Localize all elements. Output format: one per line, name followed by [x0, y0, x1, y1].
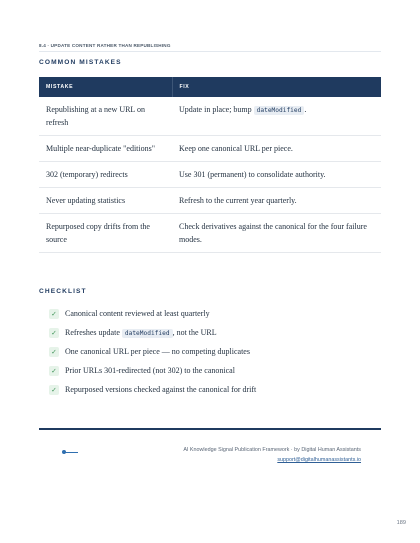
- fix-cell: [172, 97, 381, 136]
- common-mistakes-heading: COMMON MISTAKES: [39, 59, 122, 66]
- mistake-cell: 302 (temporary) redirects: [39, 162, 172, 188]
- fix-text: Update in place; bump: [179, 105, 252, 114]
- mistakes-table: [39, 77, 381, 253]
- footer-title: AI Knowledge Signal Publication Framework · by Digital Human Assistants: [183, 447, 361, 453]
- fix-cell: Keep one canonical URL per piece.: [172, 136, 381, 162]
- table-row: [39, 162, 381, 188]
- arrow-line: [65, 452, 78, 453]
- check-icon: ✓: [49, 366, 59, 376]
- table-row: [39, 97, 381, 136]
- table-row: [39, 188, 381, 214]
- check-icon: ✓: [49, 385, 59, 395]
- checklist-item-text: [65, 328, 217, 337]
- footer-divider: [39, 428, 381, 430]
- checklist-item-text: Prior URLs 301-redirected (not 302) to the canonical: [65, 366, 235, 375]
- section-label: 8.4 · UPDATE CONTENT RATHER THAN REPUBLISHING: [39, 43, 381, 52]
- checklist-text-end: , not the URL: [172, 328, 217, 337]
- checklist-item: [49, 342, 256, 361]
- checklist-item: [49, 361, 256, 380]
- checklist-item-text: Repurposed versions checked against the canonical for drift: [65, 385, 257, 394]
- mistake-cell: Multiple near-duplicate "editions": [39, 136, 172, 162]
- checklist-item: [49, 323, 256, 342]
- inline-code: dateModified: [122, 329, 173, 338]
- table-row: [39, 136, 381, 162]
- check-icon: ✓: [49, 347, 59, 357]
- footer: [183, 445, 361, 465]
- fix-cell: Use 301 (permanent) to consolidate authority.: [172, 162, 381, 188]
- mistake-cell: Repurposed copy drifts from the source: [39, 214, 172, 253]
- fix-cell: Check derivatives against the canonical for the four failure modes.: [172, 214, 381, 253]
- table-header-row: [39, 77, 381, 97]
- page-number: 189: [396, 520, 406, 526]
- mistake-cell: Never updating statistics: [39, 188, 172, 214]
- checklist-item-text: One canonical URL per piece — no competing duplicates: [65, 347, 250, 356]
- footer-email-link[interactable]: support@digitalhumanassistants.io: [277, 457, 361, 463]
- check-icon: ✓: [49, 309, 59, 319]
- arrow-left-icon: [62, 450, 78, 454]
- column-header-mistake: MISTAKE: [39, 77, 172, 97]
- checklist-item-text: Canonical content reviewed at least quarterly: [65, 309, 210, 318]
- checklist-heading: CHECKLIST: [39, 288, 87, 295]
- column-header-fix: FIX: [172, 77, 381, 97]
- checklist-item: [49, 380, 256, 399]
- checklist-item: [49, 304, 256, 323]
- checklist-text-start: Refreshes update: [65, 328, 120, 337]
- table-row: [39, 214, 381, 253]
- checklist: [49, 304, 256, 399]
- fix-text-end: .: [304, 105, 307, 114]
- check-icon: ✓: [49, 328, 59, 338]
- mistake-cell: Republishing at a new URL on refresh: [39, 97, 172, 136]
- fix-cell: Refresh to the current year quarterly.: [172, 188, 381, 214]
- inline-code: dateModified: [254, 106, 305, 115]
